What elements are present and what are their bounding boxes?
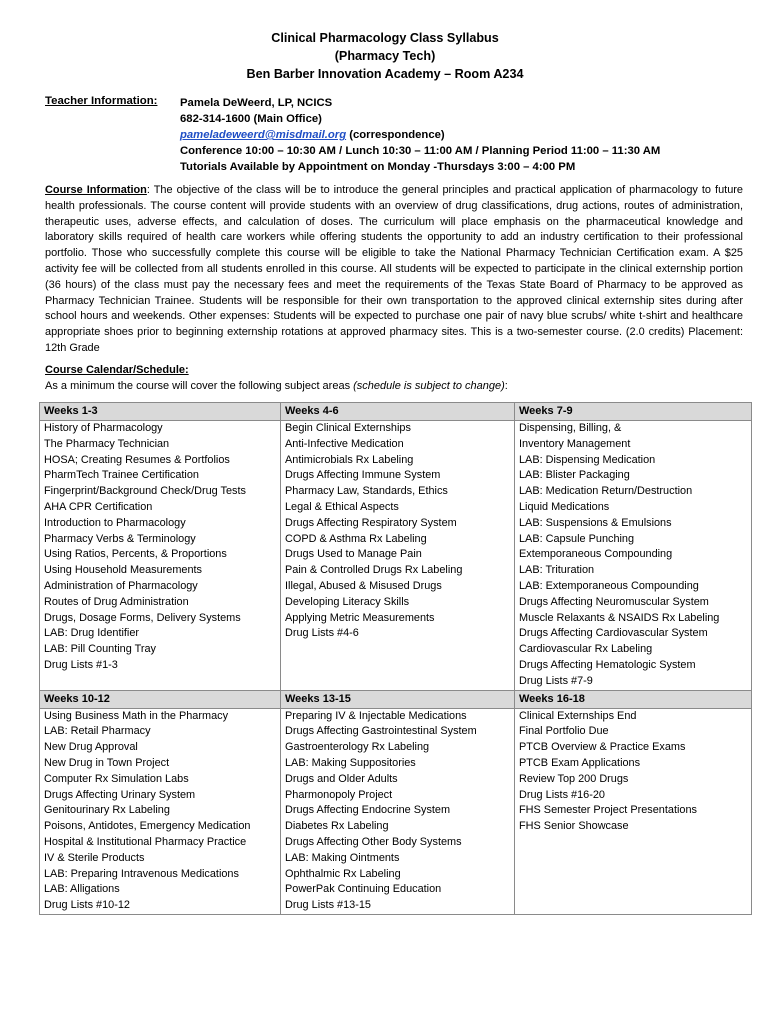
topic-item: AHA CPR Certification bbox=[44, 500, 153, 513]
schedule-table-body bbox=[40, 403, 752, 915]
topic-item: LAB: Making Ointments bbox=[285, 851, 400, 864]
course-information bbox=[45, 183, 743, 357]
topic-item: LAB: Capsule Punching bbox=[519, 532, 635, 545]
email-note: (correspondence) bbox=[346, 129, 445, 141]
topics-cell bbox=[515, 421, 752, 691]
title-block bbox=[0, 29, 770, 83]
course-title: Clinical Pharmacology Class Syllabus bbox=[271, 31, 499, 45]
teacher-schedule: Conference 10:00 – 10:30 AM / Lunch 10:30 – 11:00 AM / Planning Period 11:00 – 11:30 AM bbox=[180, 145, 661, 157]
topic-item: LAB: Medication Return/Destruction bbox=[519, 485, 693, 498]
topics-cell bbox=[40, 421, 281, 691]
topic-item: FHS Semester Project Presentations bbox=[519, 804, 697, 817]
topic-item: LAB: Extemporaneous Compounding bbox=[519, 579, 699, 592]
topic-item: Using Ratios, Percents, & Proportions bbox=[44, 548, 227, 561]
topic-item: Pharmonopoly Project bbox=[285, 788, 393, 801]
topic-item: Drugs Used to Manage Pain bbox=[285, 548, 422, 561]
course-information-text: : The objective of the class will be to introduce the general principles and practical application of pharmacology to future health professionals. The course content will provide students with an overview of drug classifications, drug actions, routes of administration, therapeutic uses, adverse effects, and calculation of doses. The curriculum will place emphasis on the pharmaceutical knowledge and laboratory skills required of health care workers while offering students the opportunity to add an industry certification to their professional portfolio. Those who successfully complete this course will be eligible to take the National Pharmacy Technician Certification exam. A $25 activity fee will be collected from all students enrolled in this course. All students will be expected to participate in the clinical externship portion (36 hours) of the class must pay the necessary fees and meet the requirements of the Texas State Board of Pharmacy to be approved as Pharmacy Technician Trainee. Students will be responsible for their own transportation to the approved clinical externship sites during after school hours and weekends. Other expenses: Students will be expected to purchase one pair of navy blue scrubs/ white t-shirt and healthcare appropriate shoes prior to beginning externship rotations at approved pharmacy sites. This is a two-semester course. (2.0 credits) Placement: 12th Grade bbox=[45, 184, 744, 354]
topic-item: Muscle Relaxants & NSAIDS Rx Labeling bbox=[519, 611, 720, 624]
topic-item: PharmTech Trainee Certification bbox=[44, 469, 199, 482]
calendar-intro-text: As a minimum the course will cover the following subject areas bbox=[45, 380, 354, 392]
topics-cell bbox=[515, 708, 752, 914]
topic-item: Routes of Drug Administration bbox=[44, 595, 189, 608]
topic-item: LAB: Alligations bbox=[44, 883, 120, 896]
topic-item: LAB: Blister Packaging bbox=[519, 469, 630, 482]
topic-item: LAB: Dispensing Medication bbox=[519, 453, 656, 466]
course-calendar-intro bbox=[45, 380, 508, 392]
course-subtitle: (Pharmacy Tech) bbox=[334, 49, 436, 63]
topic-item: Introduction to Pharmacology bbox=[44, 516, 186, 529]
teacher-email-line bbox=[180, 127, 740, 143]
topic-item: Antimicrobials Rx Labeling bbox=[285, 453, 414, 466]
topics-cell bbox=[281, 421, 515, 691]
topic-item: Legal & Ethical Aspects bbox=[285, 500, 399, 513]
topic-item: New Drug in Town Project bbox=[44, 756, 170, 769]
topic-item: Computer Rx Simulation Labs bbox=[44, 772, 189, 785]
teacher-name: Pamela DeWeerd, LP, NCICS bbox=[180, 97, 333, 109]
topic-item: Drugs Affecting Cardiovascular System bbox=[519, 627, 708, 640]
topic-item: The Pharmacy Technician bbox=[44, 437, 170, 450]
topic-item: Poisons, Antidotes, Emergency Medication bbox=[44, 820, 251, 833]
topic-item: LAB: Retail Pharmacy bbox=[44, 725, 151, 738]
topic-item: Dispensing, Billing, & bbox=[519, 422, 622, 434]
topic-item: LAB: Pill Counting Tray bbox=[44, 643, 156, 656]
topic-item: Drug Lists #13-15 bbox=[285, 899, 371, 912]
topic-item: Developing Literacy Skills bbox=[285, 595, 410, 608]
topic-item: Ophthalmic Rx Labeling bbox=[285, 867, 401, 880]
teacher-tutorials: Tutorials Available by Appointment on Monday -Thursdays 3:00 – 4:00 PM bbox=[180, 161, 576, 173]
topic-item: IV & Sterile Products bbox=[44, 851, 145, 864]
topic-item: Drugs Affecting Urinary System bbox=[44, 788, 196, 801]
teacher-email-link[interactable]: pameladeweerd@misdmail.org bbox=[180, 129, 347, 141]
schedule-header-row bbox=[40, 403, 752, 421]
weeks-header: Weeks 4-6 bbox=[281, 403, 515, 421]
topic-item: Drugs Affecting Gastrointestinal System bbox=[285, 725, 477, 738]
course-information-paragraph bbox=[45, 183, 743, 357]
topic-item: Anti-Infective Medication bbox=[285, 437, 404, 450]
topic-item: Illegal, Abused & Misused Drugs bbox=[285, 579, 442, 592]
topic-item: Review Top 200 Drugs bbox=[519, 772, 629, 785]
topic-item: Drugs Affecting Immune System bbox=[285, 469, 441, 482]
topic-item: PowerPak Continuing Education bbox=[285, 883, 442, 896]
topic-item: LAB: Making Suppositories bbox=[285, 756, 416, 769]
topic-item: PTCB Exam Applications bbox=[519, 756, 641, 769]
topic-item: COPD & Asthma Rx Labeling bbox=[285, 532, 427, 545]
topic-item: Pharmacy Verbs & Terminology bbox=[44, 532, 196, 545]
topic-item: FHS Senior Showcase bbox=[519, 820, 629, 833]
weeks-header: Weeks 13-15 bbox=[281, 690, 515, 708]
course-calendar-heading: Course Calendar/Schedule: bbox=[45, 364, 189, 376]
topic-item: Diabetes Rx Labeling bbox=[285, 820, 389, 833]
calendar-intro-end: : bbox=[504, 380, 508, 392]
weeks-header: Weeks 10-12 bbox=[40, 690, 281, 708]
topic-item: Fingerprint/Background Check/Drug Tests bbox=[44, 485, 246, 498]
topic-item: LAB: Preparing Intravenous Medications bbox=[44, 867, 239, 880]
weeks-header: Weeks 1-3 bbox=[40, 403, 281, 421]
topic-item: Drug Lists #16-20 bbox=[519, 788, 605, 801]
teacher-phone: 682-314-1600 (Main Office) bbox=[180, 113, 322, 125]
topic-item: Genitourinary Rx Labeling bbox=[44, 804, 170, 817]
topic-item: HOSA; Creating Resumes & Portfolios bbox=[44, 453, 230, 466]
topic-item: Final Portfolio Due bbox=[519, 725, 609, 738]
topic-item: Cardiovascular Rx Labeling bbox=[519, 643, 653, 656]
course-information-heading: Course Information bbox=[45, 184, 147, 196]
topic-item: Drugs and Older Adults bbox=[285, 772, 398, 785]
topic-item: Drug Lists #10-12 bbox=[44, 899, 130, 912]
topic-item: Drug Lists #1-3 bbox=[44, 658, 118, 671]
topic-item: Liquid Medications bbox=[519, 500, 610, 513]
topic-item: Drugs Affecting Hematologic System bbox=[519, 658, 696, 671]
topic-item: New Drug Approval bbox=[44, 741, 138, 754]
topic-item: Preparing IV & Injectable Medications bbox=[285, 709, 467, 722]
topic-item: LAB: Drug Identifier bbox=[44, 627, 140, 640]
topic-item: LAB: Suspensions & Emulsions bbox=[519, 516, 672, 529]
topic-item: Pain & Controlled Drugs Rx Labeling bbox=[285, 564, 463, 577]
schedule-header-row bbox=[40, 690, 752, 708]
topic-item: Inventory Management bbox=[519, 437, 631, 450]
school-room: Ben Barber Innovation Academy – Room A234 bbox=[246, 67, 524, 81]
topic-item: Drugs Affecting Other Body Systems bbox=[285, 835, 462, 848]
topic-item: Administration of Pharmacology bbox=[44, 579, 198, 592]
topics-cell bbox=[281, 708, 515, 914]
topic-item: Using Household Measurements bbox=[44, 564, 202, 577]
weeks-header: Weeks 7-9 bbox=[515, 403, 752, 421]
teacher-information-label: Teacher Information: bbox=[45, 95, 158, 107]
topic-item: Drugs Affecting Endocrine System bbox=[285, 804, 451, 817]
topic-item: History of Pharmacology bbox=[44, 422, 163, 434]
weeks-header: Weeks 16-18 bbox=[515, 690, 752, 708]
schedule-topics-row bbox=[40, 708, 752, 914]
schedule-table bbox=[39, 402, 752, 915]
topic-item: Clinical Externships End bbox=[519, 709, 637, 722]
calendar-intro-note: (schedule is subject to change) bbox=[353, 380, 505, 392]
topic-item: Gastroenterology Rx Labeling bbox=[285, 741, 430, 754]
topic-item: Using Business Math in the Pharmacy bbox=[44, 709, 229, 722]
topic-item: Begin Clinical Externships bbox=[285, 422, 411, 434]
topics-cell bbox=[40, 708, 281, 914]
topic-item: Extemporaneous Compounding bbox=[519, 548, 673, 561]
topic-item: Hospital & Institutional Pharmacy Practice bbox=[44, 835, 247, 848]
topic-item: Drugs Affecting Neuromuscular System bbox=[519, 595, 709, 608]
topic-item: Drug Lists #7-9 bbox=[519, 674, 593, 687]
topic-item: LAB: Trituration bbox=[519, 564, 595, 577]
topic-item: Drugs, Dosage Forms, Delivery Systems bbox=[44, 611, 241, 624]
topic-item: PTCB Overview & Practice Exams bbox=[519, 741, 686, 754]
topic-item: Drug Lists #4-6 bbox=[285, 627, 359, 640]
teacher-details bbox=[180, 95, 740, 175]
schedule-topics-row bbox=[40, 421, 752, 691]
topic-item: Pharmacy Law, Standards, Ethics bbox=[285, 485, 448, 498]
topic-item: Applying Metric Measurements bbox=[285, 611, 435, 624]
topic-item: Drugs Affecting Respiratory System bbox=[285, 516, 457, 529]
